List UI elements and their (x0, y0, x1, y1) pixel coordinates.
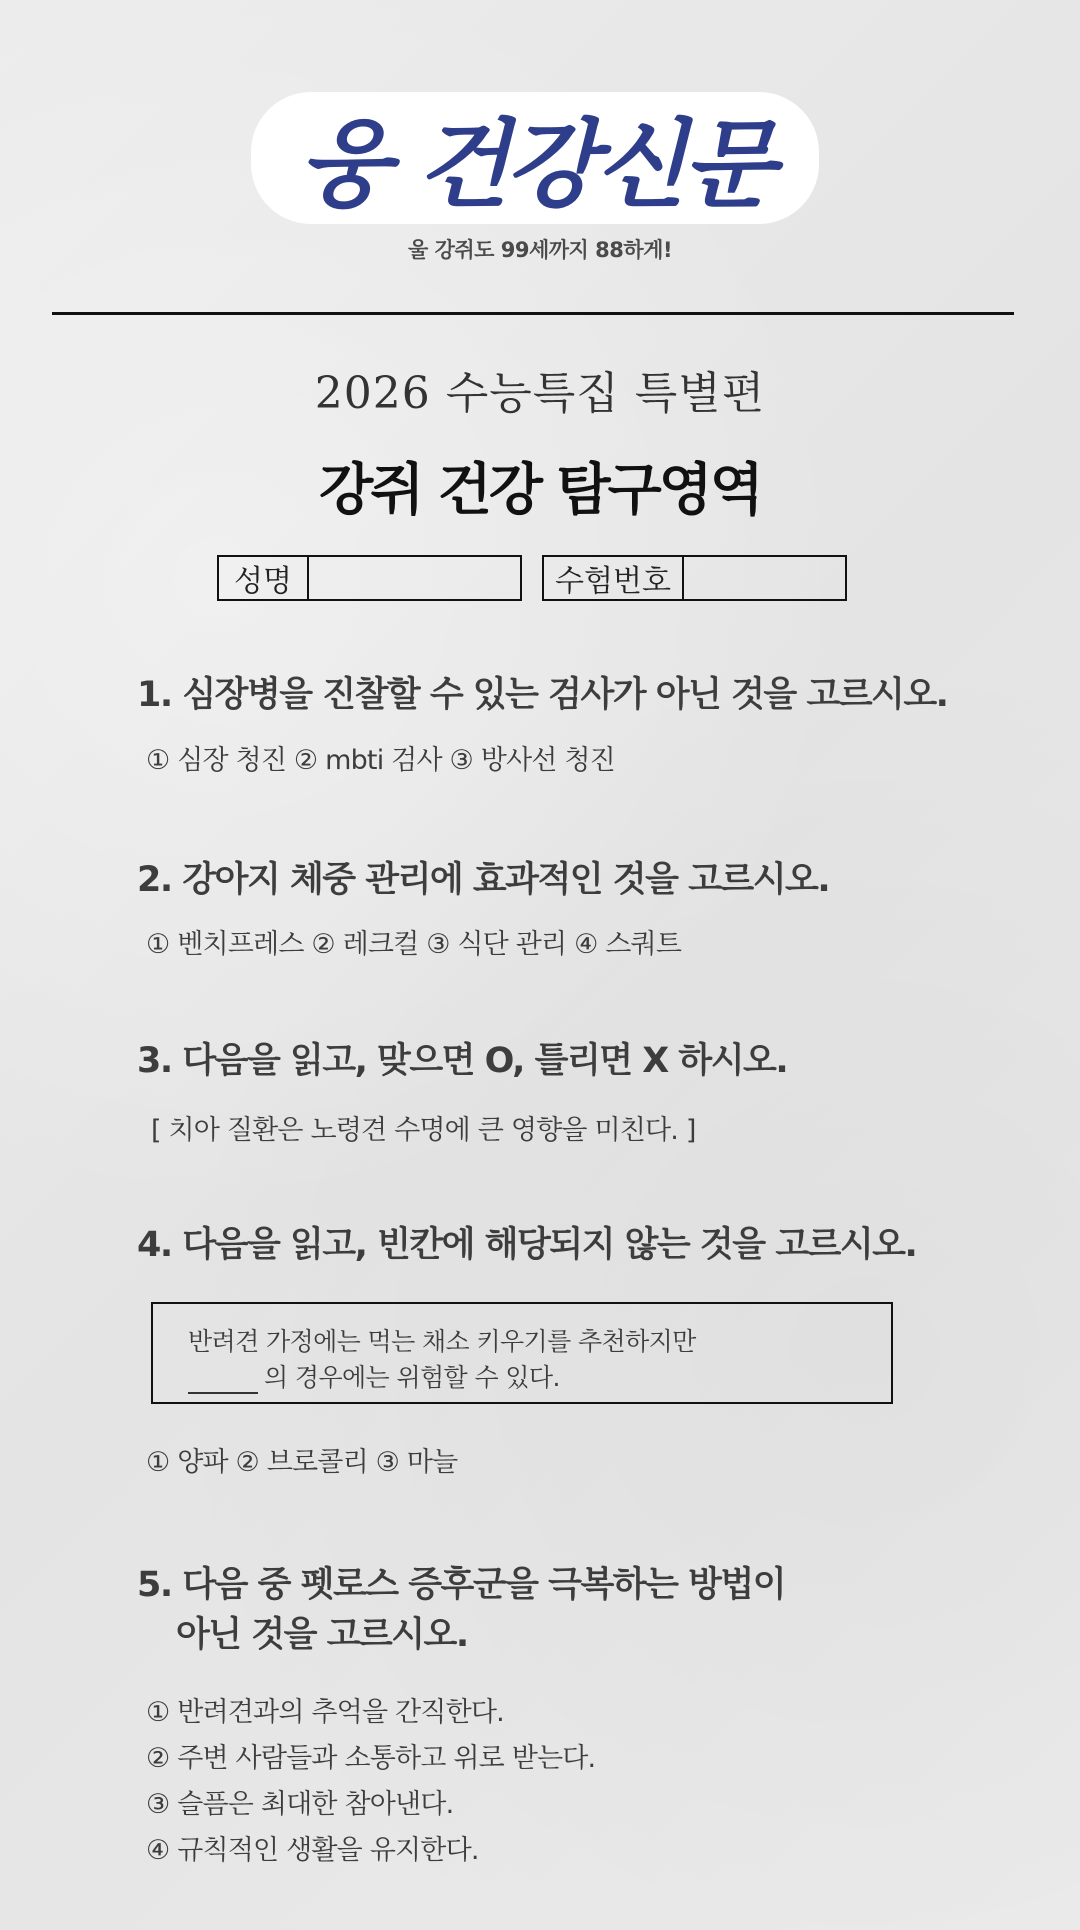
logo-text: 웅 건강신문 (298, 108, 772, 221)
name-field[interactable] (217, 555, 522, 601)
question-5-option-3: ③ 슬픔은 최대한 참아낸다. (146, 1789, 454, 1820)
exam-number-field[interactable] (542, 555, 847, 601)
question-1-options: ① 심장 청진 ② mbti 검사 ③ 방사선 청진 (146, 745, 615, 776)
question-4-options: ① 양파 ② 브로콜리 ③ 마늘 (146, 1447, 458, 1478)
passage-line-1: 반려견 가정에는 먹는 채소 키우기를 추천하지만 (188, 1327, 696, 1356)
question-3-statement: [ 치아 질환은 노령견 수명에 큰 영향을 미친다. ] (151, 1115, 696, 1146)
exam-number-input[interactable] (684, 557, 845, 599)
question-1-title: 1. 심장병을 진찰할 수 있는 검사가 아닌 것을 고르시오. (137, 675, 948, 715)
question-4-passage-box (151, 1302, 893, 1404)
question-5-title-line-1: 5. 다음 중 펫로스 증후군을 극복하는 방법이 (137, 1565, 786, 1605)
exam-number-label: 수험번호 (544, 557, 684, 599)
passage-line-2-text: 의 경우에는 위험할 수 있다. (264, 1363, 560, 1392)
newspaper-logo (245, 82, 825, 237)
blank-underline (188, 1370, 258, 1394)
exam-title: 강쥐 건강 탐구영역 (319, 458, 761, 523)
question-2-title: 2. 강아지 체중 관리에 효과적인 것을 고르시오. (137, 860, 830, 900)
passage-line-2 (188, 1358, 560, 1394)
question-5-option-1: ① 반려견과의 추억을 간직한다. (146, 1697, 504, 1728)
question-4-title: 4. 다음을 읽고, 빈칸에 해당되지 않는 것을 고르시오. (137, 1225, 917, 1265)
question-2-options: ① 벤치프레스 ② 레크컬 ③ 식단 관리 ④ 스쿼트 (146, 929, 682, 960)
header-divider (52, 312, 1014, 315)
question-3-title: 3. 다음을 읽고, 맞으면 O, 틀리면 X 하시오. (137, 1041, 788, 1081)
question-5-option-2: ② 주변 사람들과 소통하고 위로 받는다. (146, 1743, 596, 1774)
question-5-option-4: ④ 규칙적인 생활을 유지한다. (146, 1835, 479, 1866)
name-input[interactable] (309, 557, 520, 599)
tagline: 울 강쥐도 99세까지 88하게! (407, 238, 673, 262)
question-5-title-line-2: 아닌 것을 고르시오. (176, 1615, 468, 1655)
name-label: 성명 (219, 557, 309, 599)
exam-subtitle: 2026 수능특집 특별편 (314, 368, 766, 419)
